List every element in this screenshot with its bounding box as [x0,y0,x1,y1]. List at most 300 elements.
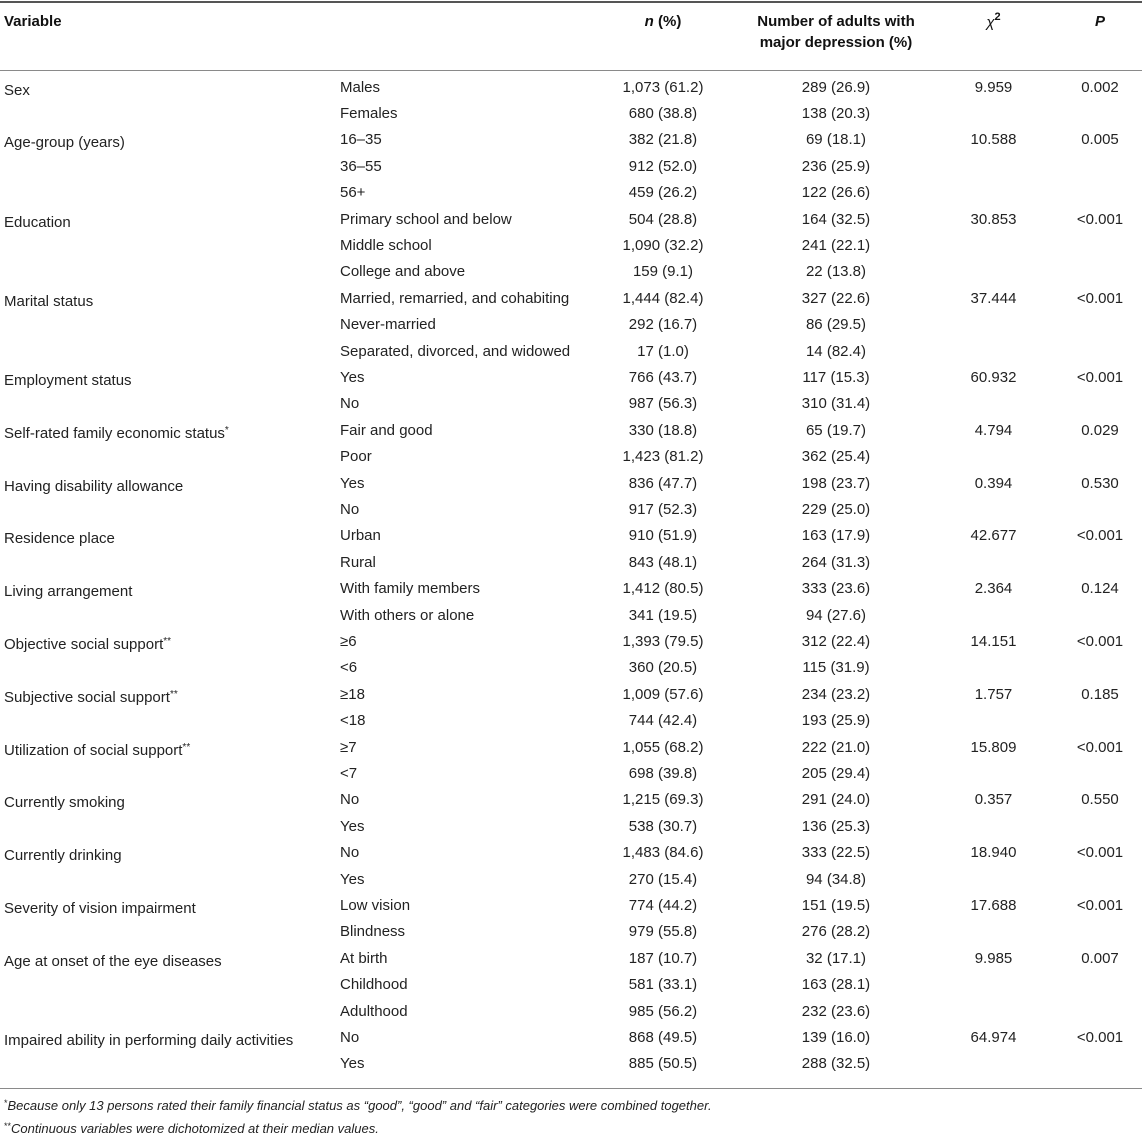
row-n-percent-text: 1,423 (81.2) [622,448,704,466]
row-category [340,576,480,602]
row-chi-square [926,576,1061,602]
row-chi-square [926,286,1061,312]
row-depression-count [736,972,936,998]
row-category [340,946,388,972]
row-chi-square [926,418,1061,444]
table-row [0,233,1142,259]
table-row [0,787,1142,813]
row-depression-count [736,867,936,893]
header-depression-line2: major depression (%) [759,34,913,51]
row-variable [4,682,178,711]
row-variable-text: Currently drinking [4,847,122,865]
row-n-percent-text: 1,009 (57.6) [622,685,704,703]
table-row [0,1025,1142,1051]
row-category [340,312,436,338]
table-bottom-rule [0,1088,1142,1089]
row-chi-square-text: 2.364 [974,580,1013,598]
footnote-mark: * [4,1098,8,1108]
row-n-percent-text: 270 (15.4) [628,870,698,888]
table-row [0,576,1142,602]
row-p-value-text: 0.124 [1081,580,1119,598]
row-category [340,339,570,365]
row-category-text: ≥7 [340,738,357,756]
row-chi-square [926,365,1061,391]
row-n-percent-text: 504 (28.8) [628,210,698,228]
table-row [0,180,1142,206]
row-n-percent-text: 766 (43.7) [628,368,698,386]
row-depression-count-text: 222 (21.0) [801,738,871,756]
table-row [0,339,1142,365]
row-chi-square-text: 0.394 [974,474,1013,492]
row-variable [4,946,222,975]
row-n-percent-text: 680 (38.8) [628,104,698,122]
row-depression-count-text: 264 (31.3) [801,553,871,571]
row-n-percent-text: 581 (33.1) [628,976,698,994]
row-n-percent-text: 330 (18.8) [628,421,698,439]
header-chi: χ [986,14,995,31]
row-n-percent-text: 917 (52.3) [628,500,698,518]
footnote-marker: * [224,424,229,436]
row-category-text: Poor [340,448,372,466]
row-depression-count [736,101,936,127]
row-category [340,840,359,866]
row-category-text: Married, remarried, and cohabiting [340,289,570,307]
row-n-percent-text: 360 (20.5) [628,659,698,677]
row-n-percent-text: 1,412 (80.5) [622,580,704,598]
row-depression-count [736,497,936,523]
row-depression-count [736,893,936,919]
row-category [340,550,376,576]
row-depression-count [736,365,936,391]
row-depression-count [736,233,936,259]
row-p-value [1060,365,1140,391]
row-chi-square-text: 4.794 [974,421,1013,439]
row-category-text: 16–35 [340,131,382,149]
row-depression-count-text: 276 (28.2) [801,923,871,941]
table-footnotes [4,1093,712,1139]
row-depression-count-text: 327 (22.6) [801,289,871,307]
row-depression-count-text: 115 (31.9) [802,659,870,677]
row-p-value [1060,893,1140,919]
row-p-value-text: <0.001 [1076,1028,1124,1046]
table-row [0,629,1142,655]
header-chi-square [926,7,1061,77]
row-depression-count-text: 94 (34.8) [805,870,867,888]
row-variable [4,523,115,552]
row-category [340,101,398,127]
table-row [0,550,1142,576]
row-category [340,603,474,629]
row-p-value [1060,629,1140,655]
table-row [0,999,1142,1025]
row-depression-count [736,471,936,497]
row-variable [4,893,196,922]
row-chi-square [926,471,1061,497]
row-category [340,1025,359,1051]
table-row [0,682,1142,708]
row-depression-count-text: 163 (17.9) [801,527,871,545]
row-depression-count [736,840,936,866]
row-category [340,259,465,285]
row-category [340,127,382,153]
row-p-value [1060,946,1140,972]
row-chi-square [926,893,1061,919]
row-depression-count [736,603,936,629]
row-n-percent-text: 774 (44.2) [628,896,698,914]
row-depression-count-text: 333 (22.5) [801,844,871,862]
row-category [340,471,364,497]
table-row [0,312,1142,338]
row-variable-text: Sex [4,81,30,99]
header-n-italic: n [644,13,654,30]
row-variable [4,207,71,236]
row-chi-square [926,682,1061,708]
row-variable-text: Age-group (years) [4,134,125,152]
row-p-value-text: <0.001 [1076,844,1124,862]
row-p-value-text: <0.001 [1076,289,1124,307]
header-variable: Variable [4,13,62,30]
row-variable-text: Age at onset of the eye diseases [4,952,222,970]
row-category [340,787,359,813]
row-p-value [1060,523,1140,549]
row-depression-count [736,655,936,681]
row-p-value-text: <0.001 [1076,368,1124,386]
row-chi-square [926,735,1061,761]
row-n-percent-text: 292 (16.7) [628,316,698,334]
table-row [0,207,1142,233]
footnote-marker: ** [182,741,191,753]
row-category [340,867,364,893]
row-n-percent-text: 538 (30.7) [628,817,698,835]
header-chi-sup: 2 [994,11,1001,23]
row-n-percent-text: 17 (1.0) [637,342,689,360]
row-variable-text: Objective social support [4,635,164,653]
table-row [0,655,1142,681]
row-variable-text: Self-rated family economic status [4,424,225,442]
row-p-value-text: <0.001 [1076,738,1124,756]
row-depression-count-text: 22 (13.8) [805,263,867,281]
row-variable [4,471,183,500]
row-p-value-text: 0.002 [1081,78,1119,96]
row-category [340,655,357,681]
row-p-value-text: 0.029 [1081,421,1119,439]
row-category-text: Yes [340,1055,365,1073]
row-category-text: No [340,500,360,518]
row-chi-square-text: 10.588 [970,131,1017,149]
row-variable [4,365,132,394]
footnote-marker: ** [169,688,178,700]
row-p-value [1060,840,1140,866]
row-p-value [1060,735,1140,761]
row-category [340,893,410,919]
row-category-text: No [340,395,360,413]
header-p: P [1094,13,1105,30]
row-variable [4,840,122,869]
table-row [0,101,1142,127]
row-variable [4,787,125,816]
row-depression-count [736,787,936,813]
row-n-percent-text: 744 (42.4) [628,712,698,730]
row-category-text: <6 [340,659,358,677]
row-chi-square-text: 15.809 [970,738,1017,756]
row-depression-count-text: 14 (82.4) [805,342,867,360]
row-variable [4,735,190,764]
row-depression-count [736,1025,936,1051]
row-p-value [1060,787,1140,813]
row-depression-count [736,523,936,549]
row-variable-text: Residence place [4,530,115,548]
row-chi-square-text: 60.932 [970,368,1017,386]
row-p-value [1060,418,1140,444]
table-row [0,127,1142,153]
row-depression-count [736,999,936,1025]
row-depression-count [736,127,936,153]
row-depression-count-text: 122 (26.6) [801,184,871,202]
row-variable [4,629,171,658]
row-chi-square-text: 37.444 [970,289,1017,307]
row-variable-text: Having disability allowance [4,477,184,495]
row-chi-square [926,127,1061,153]
row-depression-count [736,180,936,206]
row-variable-text: Living arrangement [4,583,133,601]
row-depression-count [736,312,936,338]
row-p-value-text: <0.001 [1076,896,1124,914]
row-category-text: ≥18 [340,685,365,703]
row-chi-square-text: 64.974 [970,1028,1017,1046]
row-depression-count-text: 310 (31.4) [801,395,871,413]
row-depression-count-text: 236 (25.9) [801,157,871,175]
row-depression-count-text: 333 (23.6) [801,580,871,598]
row-depression-count [736,418,936,444]
row-depression-count [736,550,936,576]
row-category [340,497,359,523]
row-category-text: No [340,791,360,809]
row-category [340,1051,364,1077]
row-variable-text: Utilization of social support [4,741,183,759]
row-depression-count-text: 241 (22.1) [801,236,871,254]
row-category-text: Never-married [340,316,436,334]
row-n-percent-text: 187 (10.7) [628,949,698,967]
row-category-text: Childhood [340,976,408,994]
row-n-percent-text: 912 (52.0) [628,157,698,175]
row-n-percent-text: 836 (47.7) [628,474,698,492]
row-depression-count [736,761,936,787]
row-chi-square [926,75,1061,101]
row-category [340,233,432,259]
row-p-value-text: <0.001 [1076,527,1124,545]
footnote-marker: ** [163,635,172,647]
row-chi-square [926,523,1061,549]
row-depression-count [736,576,936,602]
row-category [340,207,512,233]
row-category [340,682,365,708]
row-category-text: <7 [340,764,358,782]
row-p-value [1060,286,1140,312]
row-n-percent-text: 698 (39.8) [628,764,698,782]
table-row [0,893,1142,919]
row-category-text: Yes [340,368,365,386]
row-chi-square [926,1025,1061,1051]
header-n-rest: (%) [653,13,682,30]
row-category [340,180,365,206]
row-p-value [1060,75,1140,101]
row-p-value-text: 0.530 [1081,474,1119,492]
row-category [340,286,569,312]
row-chi-square-text: 30.853 [970,210,1017,228]
row-category-text: At birth [340,949,388,967]
row-p-value-text: 0.185 [1081,685,1119,703]
row-category-text: Blindness [340,923,406,941]
row-n-percent-text: 1,444 (82.4) [622,289,704,307]
row-depression-count-text: 32 (17.1) [805,949,867,967]
table-row [0,497,1142,523]
row-n-percent-text: 1,215 (69.3) [622,791,704,809]
row-p-value [1060,576,1140,602]
row-category-text: Males [340,78,381,96]
row-depression-count [736,629,936,655]
row-category [340,708,365,734]
table-row [0,708,1142,734]
row-category-text: College and above [340,263,466,281]
row-category-text: Separated, divorced, and widowed [340,342,571,360]
row-depression-count-text: 205 (29.4) [801,764,871,782]
row-depression-count-text: 362 (25.4) [801,448,871,466]
table-row [0,735,1142,761]
row-depression-count [736,1051,936,1077]
row-category-text: With others or alone [340,606,475,624]
row-depression-count-text: 289 (26.9) [801,78,871,96]
row-category-text: Urban [340,527,381,545]
row-chi-square-text: 9.985 [974,949,1013,967]
row-category-text: Middle school [340,236,432,254]
row-category [340,444,372,470]
row-depression-count [736,735,936,761]
row-category-text: Primary school and below [340,210,512,228]
row-chi-square [926,207,1061,233]
row-category [340,365,364,391]
row-depression-count [736,391,936,417]
header-depression-line1: Number of adults with [757,13,915,30]
footnote-1 [4,1093,712,1116]
row-depression-count [736,75,936,101]
row-category-text: ≥6 [340,632,357,650]
row-depression-count [736,814,936,840]
row-n-percent-text: 985 (56.2) [628,1002,698,1020]
row-n-percent-text: 341 (19.5) [628,606,698,624]
row-depression-count-text: 198 (23.7) [801,474,871,492]
row-depression-count-text: 86 (29.5) [805,316,867,334]
row-category-text: No [340,1028,360,1046]
row-depression-count-text: 234 (23.2) [801,685,871,703]
row-p-value [1060,471,1140,497]
row-n-percent-text: 1,090 (32.2) [622,236,704,254]
row-variable [4,1025,293,1054]
row-category [340,418,433,444]
row-chi-square-text: 17.688 [970,896,1017,914]
row-category-text: Low vision [340,896,411,914]
row-depression-count-text: 312 (22.4) [801,632,871,650]
row-p-value [1060,207,1140,233]
row-chi-square-text: 9.959 [974,78,1013,96]
row-n-percent-text: 1,055 (68.2) [622,738,704,756]
row-chi-square-text: 18.940 [970,844,1017,862]
row-depression-count-text: 232 (23.6) [801,1002,871,1020]
row-category [340,75,380,101]
row-variable-text: Severity of vision impairment [4,899,196,917]
row-depression-count [736,946,936,972]
row-chi-square [926,946,1061,972]
row-category-text: 56+ [340,184,366,202]
footnote-text: Because only 13 persons rated their family financial status as “good”, “good” and “fair” categories were combined together. [7,1098,712,1113]
row-depression-count-text: 288 (32.5) [801,1055,871,1073]
row-p-value-text: 0.005 [1081,131,1119,149]
row-variable-text: Impaired ability in performing daily activities [4,1031,294,1049]
row-depression-count-text: 136 (25.3) [801,817,871,835]
row-depression-count [736,444,936,470]
footnote-text: Continuous variables were dichotomized at their median values. [11,1121,379,1136]
row-depression-count [736,339,936,365]
row-category [340,391,359,417]
row-depression-count-text: 229 (25.0) [801,500,871,518]
row-category [340,999,408,1025]
row-category-text: 36–55 [340,157,382,175]
row-variable [4,286,93,315]
row-n-percent-text: 382 (21.8) [628,131,698,149]
row-category-text: Rural [340,553,376,571]
table-row [0,761,1142,787]
row-chi-square [926,629,1061,655]
row-n-percent-text: 843 (48.1) [628,553,698,571]
row-category [340,523,381,549]
table-row [0,603,1142,629]
row-variable-text: Currently smoking [4,794,125,812]
table-row [0,840,1142,866]
row-n-percent-text: 868 (49.5) [628,1028,698,1046]
table-row [0,814,1142,840]
row-category-text: Females [340,104,398,122]
row-category-text: Yes [340,474,365,492]
row-category [340,814,364,840]
row-category [340,972,408,998]
row-variable-text: Subjective social support [4,688,170,706]
row-p-value [1060,682,1140,708]
row-variable-text: Employment status [4,371,132,389]
table-row [0,365,1142,391]
row-p-value-text: 0.550 [1081,791,1119,809]
row-category-text: Adulthood [340,1002,408,1020]
row-depression-count-text: 163 (28.1) [801,976,871,994]
row-n-percent-text: 885 (50.5) [628,1055,698,1073]
row-category-text: Yes [340,817,365,835]
table-header-rule [0,70,1142,71]
row-chi-square-text: 42.677 [970,527,1017,545]
row-variable-text: Education [4,213,71,231]
row-n-percent-text: 987 (56.3) [628,395,698,413]
table-row [0,946,1142,972]
row-category-text: Yes [340,870,365,888]
table-row [0,1051,1142,1077]
row-depression-count-text: 164 (32.5) [801,210,871,228]
row-n-percent-text: 979 (55.8) [628,923,698,941]
table-row [0,75,1142,101]
row-variable-text: Marital status [4,292,94,310]
table-row [0,867,1142,893]
row-chi-square [926,787,1061,813]
footnote-2 [4,1116,712,1139]
row-n-percent-text: 910 (51.9) [628,527,698,545]
row-depression-count-text: 138 (20.3) [801,104,871,122]
row-p-value [1060,127,1140,153]
